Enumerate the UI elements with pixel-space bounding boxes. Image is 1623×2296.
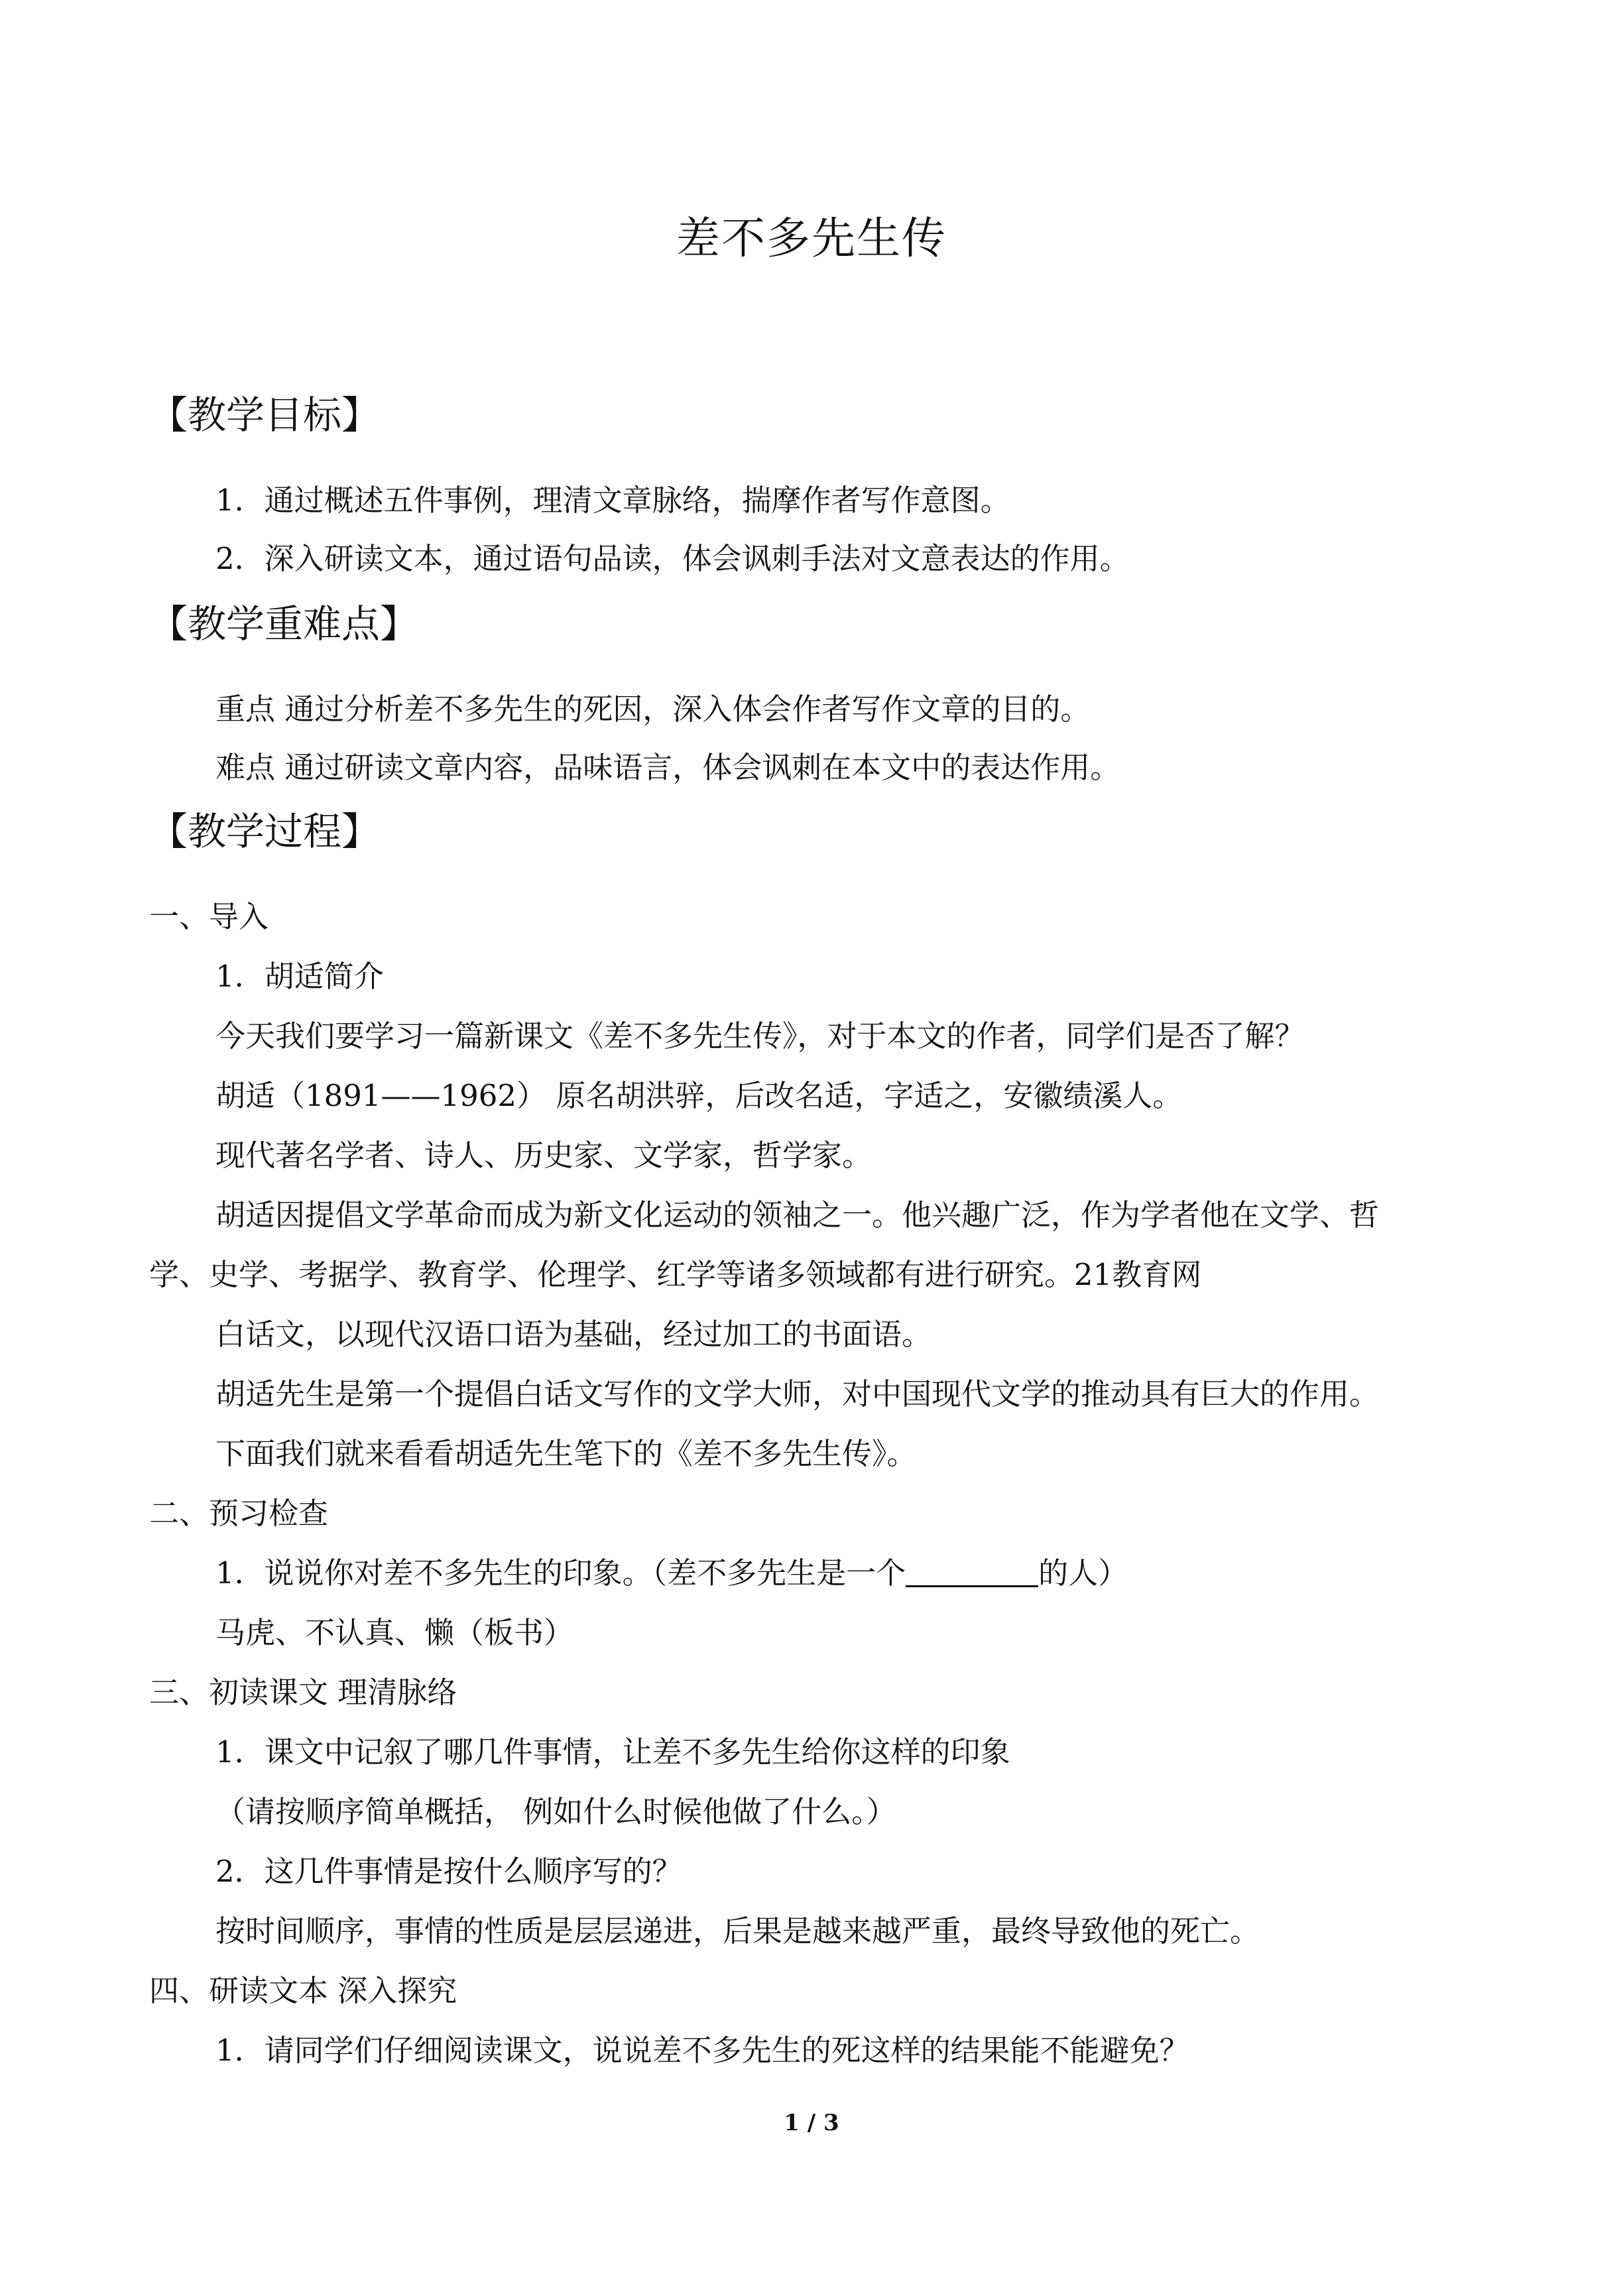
preview-question-text: 1．说说你对差不多先生的印象。（差不多先生是一个	[215, 1555, 906, 1591]
keypoint-focus: 重点 通过分析差不多先生的死因，深入体会作者写作文章的目的。	[215, 692, 1091, 727]
intro-line-4: 现代著名学者、诗人、历史家、文学家，哲学家。	[215, 1138, 872, 1173]
first-reading-line-2: （请按顺序简单概括， 例如什么时候他做了什么。）	[215, 1794, 896, 1829]
preview-question-1	[215, 1553, 1128, 1593]
intro-line-6: 学、史学、考据学、教育学、伦理学、红学等诸多领域都有进行研究。21教育网	[149, 1257, 1202, 1292]
intro-line-5: 胡适因提倡文学革命而成为新文化运动的领袖之一。他兴趣广泛，作为学者他在文学、哲	[215, 1197, 1380, 1233]
heading-key-points: 【教学重难点】	[149, 601, 419, 646]
section-title-intro: 一、导入	[149, 899, 269, 934]
fill-in-blank	[906, 1555, 1038, 1587]
section-title-first-reading: 三、初读课文 理清脉络	[149, 1675, 457, 1710]
goal-item-2: 2．深入研读文本，通过语句品读，体会讽刺手法对文意表达的作用。	[215, 541, 1130, 576]
intro-line-1: 1．胡适简介	[215, 959, 384, 994]
goal-item-1: 1．通过概述五件事例，理清文章脉络，揣摩作者写作意图。	[215, 483, 1010, 518]
intro-line-2: 今天我们要学习一篇新课文《差不多先生传》，对于本文的作者，同学们是否了解？	[215, 1018, 1305, 1054]
intro-line-9: 下面我们就来看看胡适先生笔下的《差不多先生传》。	[215, 1436, 917, 1471]
keypoint-difficulty: 难点 通过研读文章内容，品味语言，体会讽刺在本文中的表达作用。	[215, 750, 1120, 785]
heading-teaching-goals: 【教学目标】	[149, 393, 381, 438]
section-title-preview: 二、预习检查	[149, 1496, 329, 1531]
deep-reading-line-1: 1．请同学们仔细阅读课文，说说差不多先生的死这样的结果能不能避免？	[215, 2033, 1189, 2068]
first-reading-line-1: 1．课文中记叙了哪几件事情，让差不多先生给你这样的印象	[215, 1734, 1010, 1770]
intro-line-8: 胡适先生是第一个提倡白话文写作的文学大师，对中国现代文学的推动具有巨大的作用。	[215, 1376, 1380, 1412]
section-title-deep-reading: 四、研读文本 深入探究	[149, 1973, 457, 2008]
preview-question-end: 的人）	[1038, 1555, 1128, 1591]
page-number: 1 / 3	[784, 2110, 839, 2136]
intro-line-7: 白话文，以现代汉语口语为基础，经过加工的书面语。	[215, 1317, 932, 1352]
intro-line-3: 胡适（1891——1962） 原名胡洪骍，后改名适，字适之，安徽绩溪人。	[215, 1078, 1183, 1113]
heading-teaching-process: 【教学过程】	[149, 809, 381, 854]
first-reading-line-4: 按时间顺序，事情的性质是层层递进，后果是越来越严重，最终导致他的死亡。	[215, 1913, 1260, 1949]
first-reading-line-3: 2．这几件事情是按什么顺序写的？	[215, 1854, 682, 1889]
preview-answer: 马虎、不认真、懒（板书）	[215, 1615, 574, 1650]
document-title: 差不多先生传	[676, 213, 947, 264]
